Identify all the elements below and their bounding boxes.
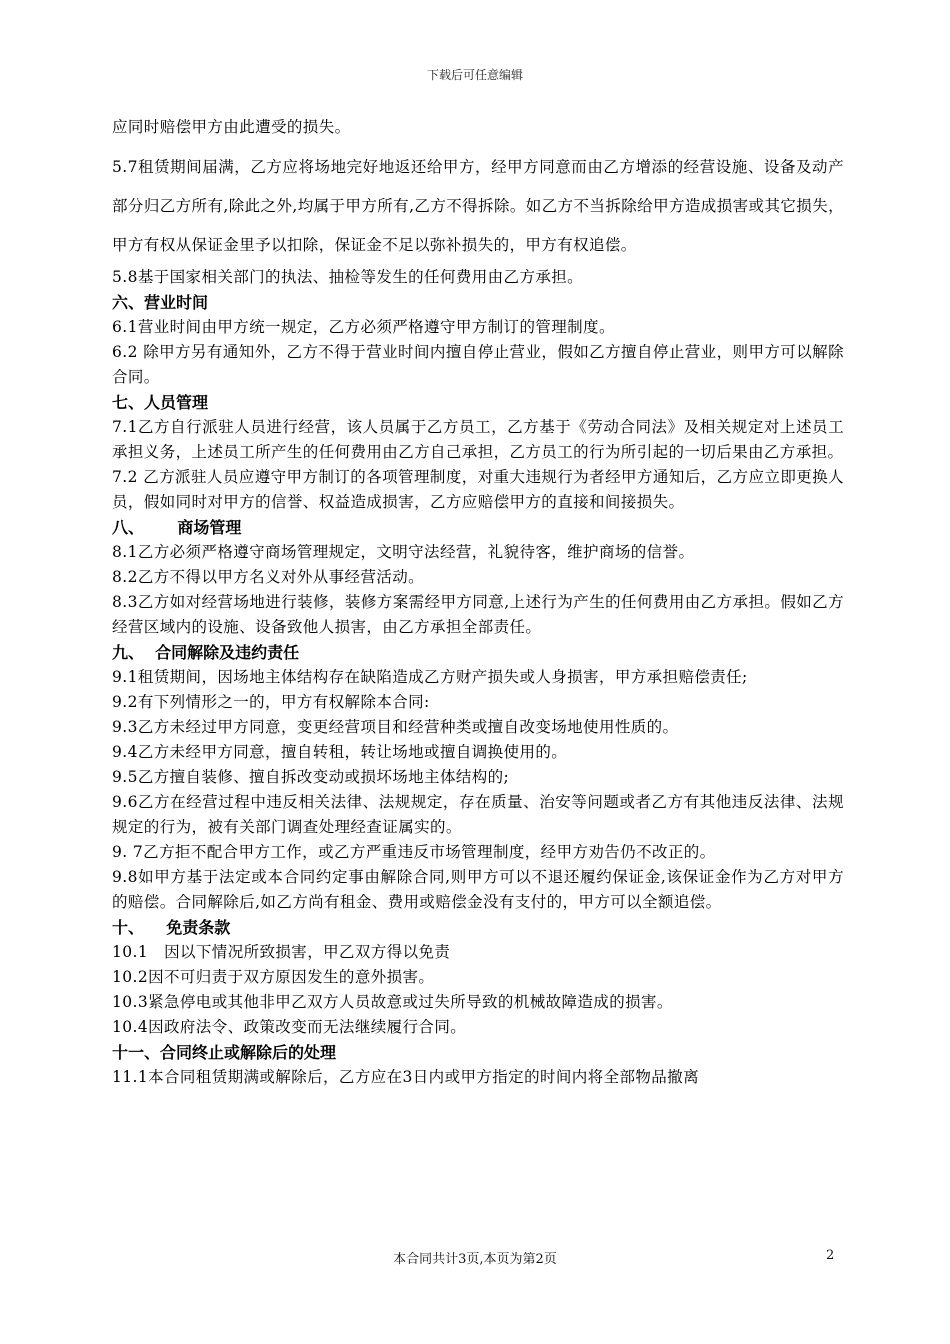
- paragraph-9-1: 9.1租赁期间，因场地主体结构存在缺陷造成乙方财产损失或人身损害，甲方承担赔偿责任;: [112, 668, 748, 686]
- paragraph-7-2: 7.2 乙方派驻人员应遵守甲方制订的各项管理制度，对重大违规行为者经甲方通知后，乙方应立即更换人员，假如同时对甲方的信誉、权益造成损害，乙方应赔偿甲方的直接和间接损失。: [112, 468, 844, 511]
- paragraph-5-7: 5.7租赁期间届满，乙方应将场地完好地返还给甲方，经甲方同意而由乙方增添的经营设施、设备及动产部分归乙方所有,除此之外,均属于甲方所有,乙方不得拆除。如乙方不当拆除给甲方造成损害或其它损失，甲方有权从保证金里予以扣除，保证金不足以弥补损失的，甲方有权追偿。: [112, 158, 844, 254]
- section-heading-11: 十一、合同终止或解除后的处理: [112, 1043, 337, 1062]
- paragraph-8-1: 8.1乙方必须严格遵守商场管理规定，文明守法经营，礼貌待客，维护商场的信誉。: [112, 543, 695, 561]
- section-heading-7: 七、人员管理: [112, 393, 209, 412]
- paragraph-10-1: 10.1 因以下情况所致损害，甲乙双方得以免责: [112, 943, 451, 961]
- section-heading-8: 八、 商场管理: [112, 518, 242, 537]
- page-header-note: 下载后可任意编辑: [426, 68, 523, 82]
- paragraph-9-7: 9. 7乙方拒不配合甲方工作，或乙方严重违反市场管理制度，经甲方劝告仍不改正的。: [112, 843, 716, 861]
- paragraph-6-2: 6.2 除甲方另有通知外，乙方不得于营业时间内擅自停止营业，假如乙方擅自停止营业，则甲方可以解除合同。: [112, 343, 844, 386]
- paragraph-8-3: 8.3乙方如对经营场地进行装修，装修方案需经甲方同意,上述行为产生的任何费用由乙方承担。假如乙方经营区域内的设施、设备致他人损害，由乙方承担全部责任。: [112, 593, 844, 636]
- paragraph-9-2: 9.2有下列情形之一的，甲方有权解除本合同:: [112, 693, 430, 711]
- paragraph-9-5: 9.5乙方擅自装修、擅自拆改变动或损坏场地主体结构的;: [112, 768, 510, 786]
- paragraph-9-3: 9.3乙方未经过甲方同意，变更经营项目和经营种类或擅自改变场地使用性质的。: [112, 718, 679, 736]
- page-footer-info: 本合同共计3页,本页为第2页: [393, 1252, 557, 1267]
- page-number: 2: [826, 1248, 835, 1263]
- paragraph-7-1: 7.1乙方自行派驻人员进行经营，该人员属于乙方员工，乙方基于《劳动合同法》及相关规定对上述员工承担义务，上述员工所产生的任何费用由乙方自己承担，乙方员工的行为所引起的一切后果由乙方承担。: [112, 418, 844, 461]
- paragraph-10-3: 10.3紧急停电或其他非甲乙双方人员故意或过失所导致的机械故障造成的损害。: [112, 993, 673, 1011]
- paragraph-9-4: 9.4乙方未经甲方同意，擅自转租，转让场地或擅自调换使用的。: [112, 743, 568, 761]
- paragraph-5-6-continued: 应同时赔偿甲方由此遭受的损失。: [112, 118, 351, 136]
- paragraph-10-4: 10.4因政府法令、政策改变而无法继续履行合同。: [112, 1018, 467, 1036]
- document-body: [112, 116, 844, 1090]
- paragraph-10-2: 10.2因不可归责于双方原因发生的意外损害。: [112, 968, 435, 986]
- section-heading-9: 九、 合同解除及违约责任: [112, 643, 300, 662]
- section-heading-10: 十、 免责条款: [112, 918, 231, 937]
- paragraph-5-8: 5.8基于国家相关部门的执法、抽检等发生的任何费用由乙方承担。: [112, 268, 584, 286]
- paragraph-9-6: 9.6乙方在经营过程中违反相关法律、法规规定，存在质量、治安等问题或者乙方有其他违反法律、法规规定的行为，被有关部门调查处理经查证属实的。: [112, 793, 844, 836]
- section-heading-6: 六、营业时间: [112, 293, 209, 312]
- paragraph-11-1: 11.1本合同租赁期满或解除后，乙方应在3日内或甲方指定的时间内将全部物品撤离: [112, 1068, 699, 1086]
- paragraph-8-2: 8.2乙方不得以甲方名义对外从事经营活动。: [112, 568, 425, 586]
- paragraph-6-1: 6.1营业时间由甲方统一规定，乙方必须严格遵守甲方制订的管理制度。: [112, 318, 615, 336]
- paragraph-9-8: 9.8如甲方基于法定或本合同约定事由解除合同,则甲方可以不退还履约保证金,该保证金作为乙方对甲方的赔偿。合同解除后,如乙方尚有租金、费用或赔偿金没有支付的，甲方可以全额追偿。: [112, 868, 844, 911]
